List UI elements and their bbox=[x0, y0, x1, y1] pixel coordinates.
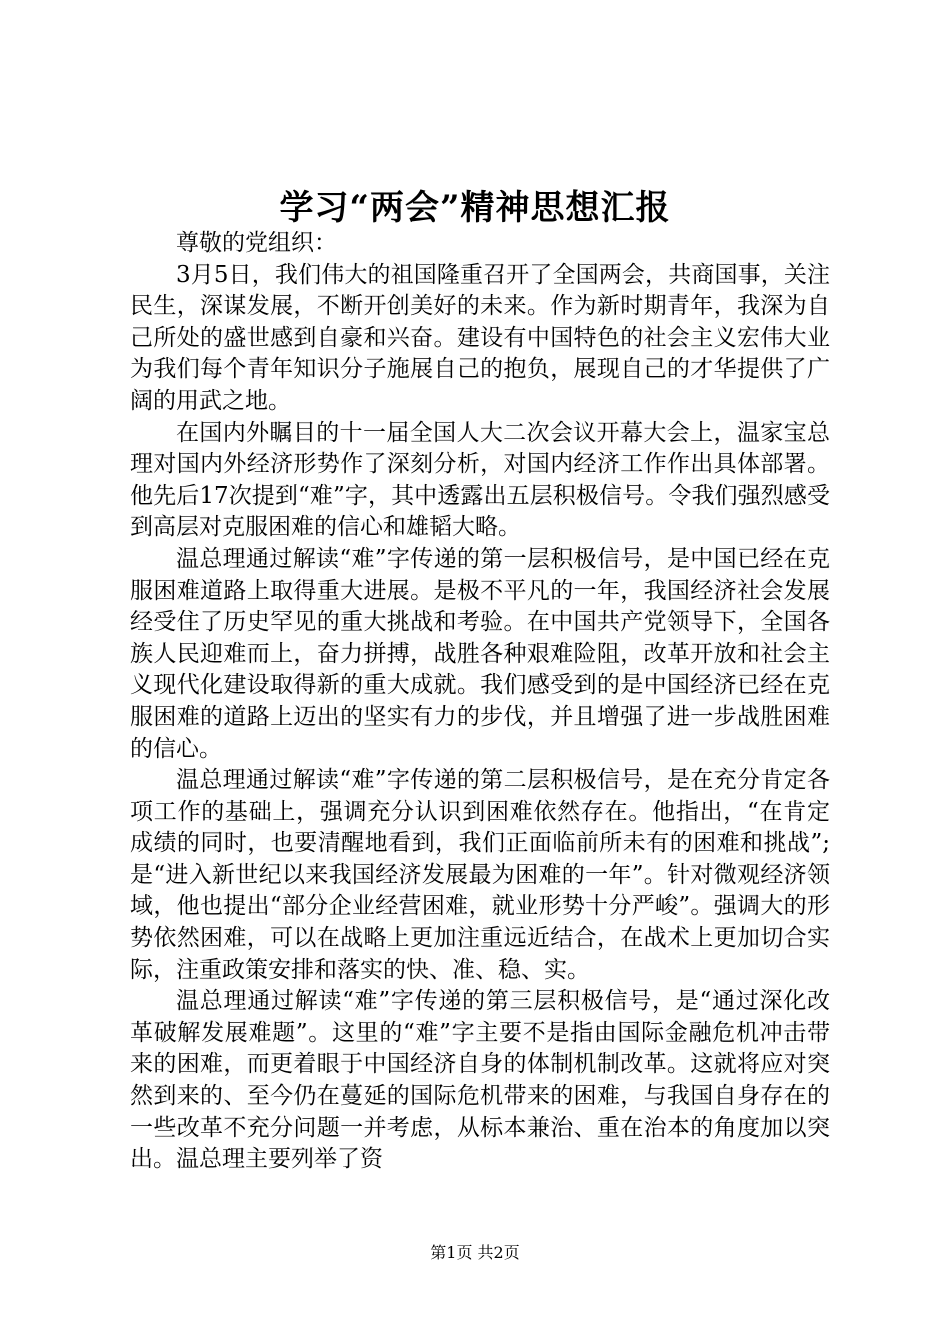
paragraph: 温总理通过解读“难”字传递的第一层积极信号，是中国已经在克服困难道路上取得重大进展。是极不平凡的一年，我国经济社会发展经受住了历史罕见的重大挑战和考验。在中国共产党领导下，全国各族人民迎难而上，奋力拼搏，战胜各种艰难险阻，改革开放和社会主义现代化建设取得新的重大成就。我们感受到的是中国经济已经在克服困难的道路上迈出的坚实有力的步伐，并且增强了进一步战胜困难的信心。 bbox=[130, 545, 830, 762]
paragraph: 在国内外瞩目的十一届全国人大二次会议开幕大会上，温家宝总理对国内外经济形势作了深刻分析，对国内经济工作作出具体部署。他先后17次提到“难”字，其中透露出五层积极信号。令我们强烈感受到高层对克服困难的信心和雄韬大略。 bbox=[130, 419, 830, 541]
paragraph: 温总理通过解读“难”字传递的第二层积极信号，是在充分肯定各项工作的基础上，强调充分认识到困难依然存在。他指出，“在肯定成绩的同时，也要清醒地看到，我们正面临前所未有的困难和挑战”;是“进入新世纪以来我国经济发展最为困难的一年”。针对微观经济领域，他也提出“部分企业经营困难，就业形势十分严峻”。强调大的形势依然困难，可以在战略上更加注重远近结合，在战术上更加切合实际，注重政策安排和落实的快、准、稳、实。 bbox=[130, 767, 830, 983]
paragraph: 温总理通过解读“难”字传递的第三层积极信号，是“通过深化改革破解发展难题”。这里的“难”字主要不是指由国际金融危机冲击带来的困难，而更着眼于中国经济自身的体制机制改革。这就将应对突然到来的、至今仍在蔓延的国际危机带来的困难，与我国自身存在的一些改革不充分问题一并考虑，从标本兼治、重在治本的角度加以突出。温总理主要列举了资 bbox=[130, 988, 830, 1173]
page-footer: 第1页 共2页 bbox=[430, 1243, 520, 1262]
document-title: 学习“两会”精神思想汇报 bbox=[279, 188, 671, 228]
salutation: 尊敬的党组织： bbox=[176, 230, 337, 256]
document-body bbox=[130, 228, 830, 1176]
paragraph: 3月5日，我们伟大的祖国隆重召开了全国两会，共商国事，关注民生，深谋发展，不断开创美好的未来。作为新时期青年，我深为自己所处的盛世感到自豪和兴奋。建设有中国特色的社会主义宏伟大业为我们每个青年知识分子施展自己的抱负，展现自己的才华提供了广阔的用武之地。 bbox=[130, 261, 830, 414]
